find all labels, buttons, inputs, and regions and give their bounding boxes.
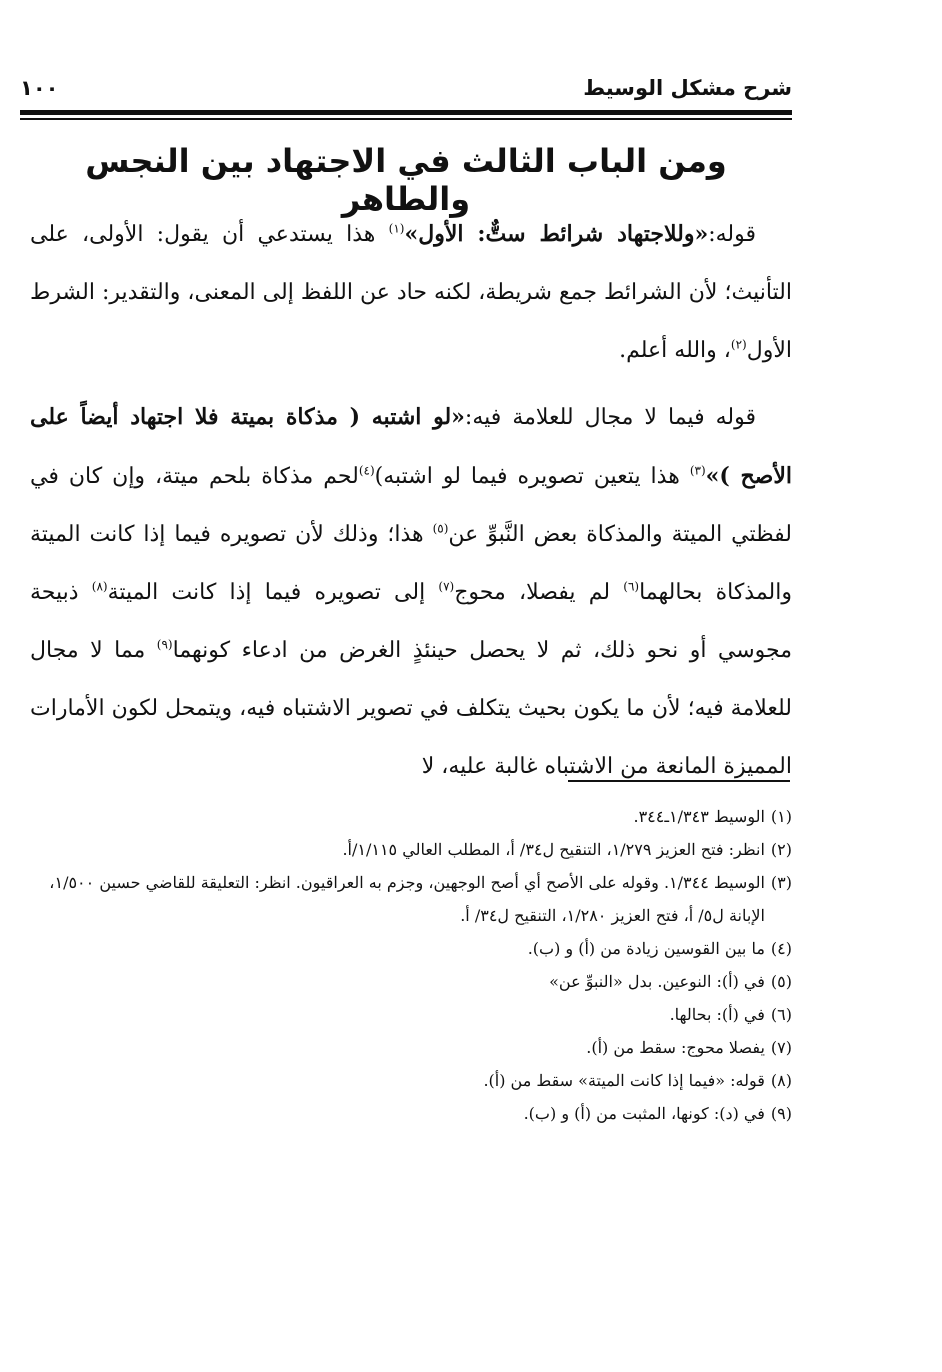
- footnote-ref: (٧): [438, 579, 455, 594]
- footnote-4: [30, 932, 792, 965]
- footnote-1: [30, 800, 792, 833]
- footnote-number: (٩): [770, 1104, 792, 1123]
- footnote-7: [30, 1031, 792, 1064]
- header-rule-thick: [20, 110, 792, 115]
- footnote-ref: (٨): [91, 579, 108, 594]
- paragraph-text: لحم مذكاة بلحم ميتة، وإن كان في لفظتي الميتة والمذكاة بعض النَّبوِّ عن: [30, 464, 793, 547]
- footnote-ref: (٥): [432, 521, 449, 536]
- paragraph-text: هذا؛ وذلك لأن تصويره فيما إذا كانت الميتة والمذكاة بحالهما: [30, 522, 792, 605]
- footnote-number: (١): [770, 807, 792, 826]
- footnote-number: (٤): [770, 939, 792, 958]
- quoted-text: «لو اشتبه ( مذكاة بميتة فلا اجتهاد أيضاً على الأصح )»: [30, 404, 792, 489]
- paragraph-text: مما لا مجال للعلامة فيه؛ لأن ما يكون بحيث يتكلف في تصوير الاشتباه فيه، ويتمحل لكون الأمارات المميزة المانعة من الاشتباه غالبة عليه، لا: [30, 638, 792, 779]
- paragraph-1: [30, 205, 792, 380]
- footnote-number: (٦): [770, 1005, 792, 1024]
- footnote-number: (٣): [770, 873, 792, 892]
- paragraph-text: ذبيحة مجوسي أو نحو ذلك، ثم لا يحصل حينئذٍ الغرض من ادعاء كونهما: [30, 580, 792, 663]
- footnote-2: [30, 833, 792, 866]
- footnote-number: (٢): [770, 840, 792, 859]
- paragraph-text: إلى تصويره فيما إذا كانت الميتة: [107, 580, 439, 605]
- paragraph-text: هذا يستدعي أن يقول: الأولى، على التأنيث؛ لأن الشرائط جمع شريطة، لكنه حاد عن اللفظ إلى المعنى، والتقدير: الشرط الأول: [30, 222, 792, 363]
- footnote-5: [30, 965, 792, 998]
- footnote-separator: [568, 780, 790, 782]
- paragraph-2: [30, 388, 792, 796]
- header-rule-thin: [20, 118, 792, 120]
- footnote-ref: (٦): [623, 579, 640, 594]
- footnote-ref: (٩): [156, 637, 173, 652]
- footnote-text: يفصلا محوج: سقط من (أ).: [586, 1038, 765, 1057]
- footnote-text: ما بين القوسين زيادة من (أ) و (ب).: [527, 939, 765, 958]
- footnote-6: [30, 998, 792, 1031]
- quoted-text: «وللاجتهاد شرائط ستٌّ: الأول»: [404, 221, 709, 247]
- paragraph-text: لم يفصلا، محوج: [454, 580, 624, 605]
- footnote-text: انظر: فتح العزيز ١/٢٧٩، التنقيح ل٣٤/ أ، المطلب العالي ١/١١٥/أ.: [342, 840, 765, 859]
- paragraph-intro: قوله فيما لا مجال للعلامة فيه:: [464, 405, 757, 430]
- footnote-9: [30, 1097, 792, 1130]
- footnote-8: [30, 1064, 792, 1097]
- footnote-number: (٥): [770, 972, 792, 991]
- paragraph-intro: قوله:: [708, 222, 756, 247]
- footnote-ref: (٣): [689, 463, 706, 478]
- footnote-text: في (أ): بحالها.: [669, 1005, 765, 1024]
- footnote-text: قوله: «فيما إذا كانت الميتة» سقط من (أ).: [483, 1071, 765, 1090]
- main-text: [30, 205, 792, 796]
- footnote-number: (٧): [770, 1038, 792, 1057]
- footnote-3: [30, 866, 792, 932]
- paragraph-text: ، والله أعلم.: [619, 338, 731, 363]
- footnote-text: الوسيط ١/٣٤٤. وقوله على الأصح أي أصح الوجهين، وجزم به العراقيون. انظر: التعليقة للقاضي حسين ١/٥٠٠، الإبانة ل٥/ أ، فتح العزيز ١/٢٨٠، التنقيح ل٣٤/ أ.: [49, 873, 765, 925]
- running-title: شرح مشكل الوسيط: [583, 76, 792, 100]
- footnote-text: في (د): كونها، المثبت من (أ) و (ب).: [523, 1104, 765, 1123]
- footnote-text: في (أ): النوعين. بدل «النبوِّ عن»: [549, 972, 765, 991]
- paragraph-text: هذا يتعين تصويره فيما لو اشتبه): [374, 464, 690, 489]
- footnote-text: الوسيط ١/٣٤٣ـ٣٤٤.: [633, 807, 765, 826]
- page-header: [20, 76, 792, 106]
- footnote-ref: (١): [388, 221, 405, 236]
- footnotes: [30, 800, 792, 1130]
- page-number: ١٠٠: [20, 76, 59, 100]
- chapter-title: ومن الباب الثالث في الاجتهاد بين النجس والطاهر: [85, 142, 727, 218]
- footnote-ref: (٤): [358, 463, 375, 478]
- footnote-number: (٨): [770, 1071, 792, 1090]
- footnote-ref: (٢): [730, 337, 747, 352]
